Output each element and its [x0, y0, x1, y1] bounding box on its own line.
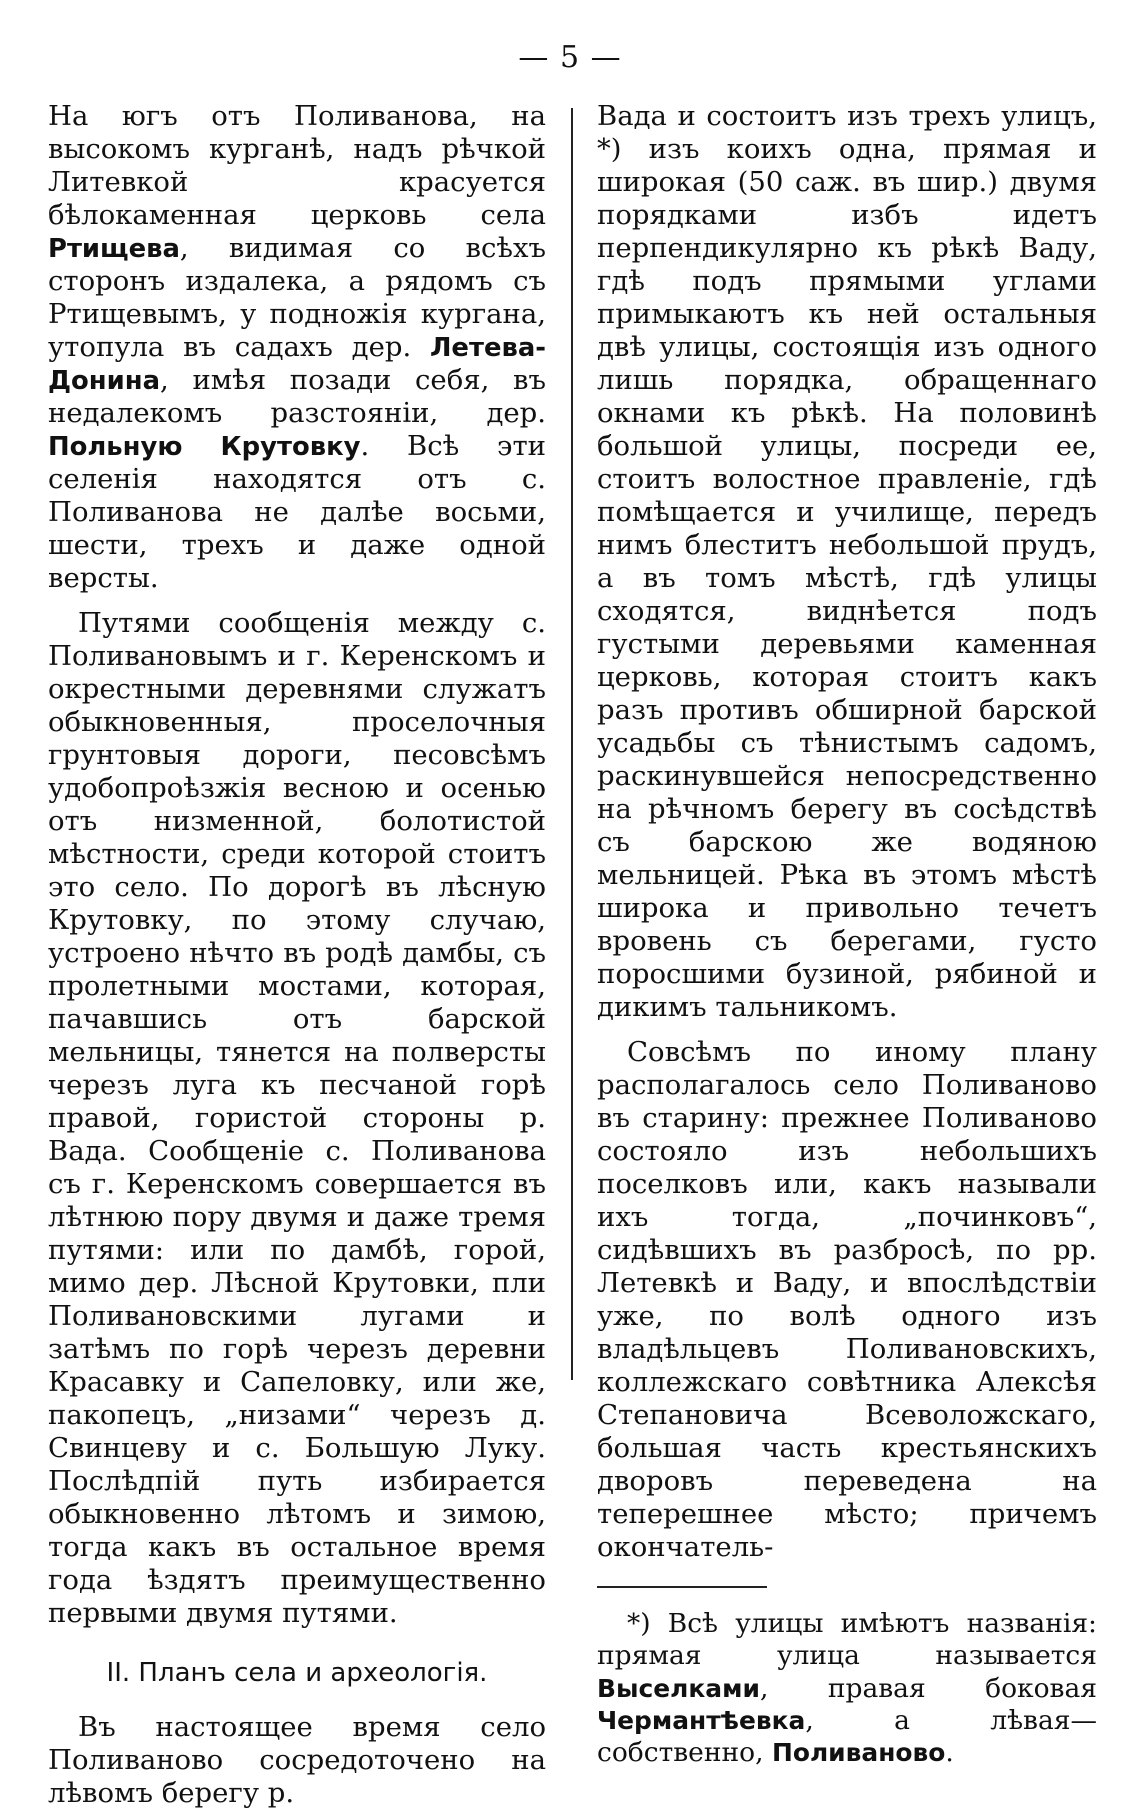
right-paragraph-2: Совсѣмъ по иному плану располагалось село Поливаново въ старину: прежнее Поливаново состояло изъ небольшихъ поселковъ или, какъ называли ихъ тогда, „починковъ“, сидѣвшихъ въ разбросѣ, по рр. Летевкѣ и Ваду, и впослѣдствіи уже, по волѣ одного изъ владѣльцевъ Поливановскихъ, коллежскаго совѣтника Алексѣя Степановича Всеволожскаго, большая часть крестьянскихъ дворовъ переведена на теперешнее мѣсто; причемъ окончатель- — [597, 1036, 1097, 1563]
footnote: *) Всѣ улицы имѣютъ названія: прямая улица называется Выселками, правая боковая Чермантѣевка, а лѣвая—собственно, Поливаново. — [597, 1608, 1097, 1769]
village-name-leteva-donina: Летева-Донина — [48, 333, 546, 396]
page-number: — 5 — — [518, 40, 622, 75]
left-paragraph-3: Въ настоящее время село Поливаново сосредоточено на лѣвомъ берегу р. — [48, 1711, 546, 1810]
left-column — [48, 100, 546, 1810]
left-paragraph-1: На югъ отъ Поливанова, на высокомъ курганѣ, надъ рѣчкой Литевкой красуется бѣлокаменная церковь села Ртищева, видимая со всѣхъ сторонъ издалека, а рядомъ съ Ртищевымъ, у подножія кургана, утопула въ садахъ дер. Летева-Донина, имѣя позади себя, въ недалекомъ разстояніи, дер. Польную Крутовку. Всѣ эти селенія находятся отъ с. Поливанова не далѣе восьми, шести, трехъ и даже одной версты. — [48, 100, 546, 594]
right-paragraph-1: Вада и состоитъ изъ трехъ улицъ, *) изъ коихъ одна, прямая и широкая (50 саж. въ шир.) двумя порядками избъ идетъ перпендикулярно къ рѣкѣ Ваду, гдѣ подъ прямыми углами примыкаютъ къ ней остальныя двѣ улицы, состоящія изъ одного лишь порядка, обращеннаго окнами къ рѣкѣ. На половинѣ большой улицы, посреди ее, стоитъ волостное правленіе, гдѣ помѣщается и училище, передъ нимъ блеститъ небольшой прудъ, а въ томъ мѣстѣ, гдѣ улицы сходятся, виднѣется подъ густыми деревьями каменная церковь, которая стоитъ какъ разъ противъ обширной барской усадьбы съ тѣнистымъ садомъ, раскинувшейся непосредственно на рѣчномъ берегу въ сосѣдствѣ съ барскою же водяною мельницей. Рѣка въ этомъ мѣстѣ широка и привольно течетъ вровень съ берегами, густо поросшими бузиной, рябиной и дикимъ тальникомъ. — [597, 100, 1097, 1023]
right-column — [597, 100, 1097, 1770]
street-name-chermanteevka: Чермантѣевка — [597, 1705, 806, 1735]
footnote-divider — [597, 1586, 767, 1588]
street-name-vyselki: Выселками — [597, 1673, 760, 1703]
left-paragraph-2: Путями сообщенія между с. Поливановымъ и г. Керенскомъ и окрестными деревнями служатъ обыкновенныя, проселочныя грунтовыя дороги, песовсѣмъ удобопроѣзжія весною и осенью отъ низменной, болотистой мѣстности, среди которой стоитъ это село. По дорогѣ въ лѣсную Крутовку, по этому случаю, устроено нѣчто въ родѣ дамбы, съ пролетными мостами, которая, пачавшись отъ барской мельницы, тянется на полверсты черезъ луга къ песчаной горѣ правой, гористой стороны р. Вада. Сообщеніе с. Поливанова съ г. Керенскомъ совершается въ лѣтнюю пору двумя и даже тремя путями: или по дамбѣ, горой, мимо дер. Лѣсной Крутовки, пли Поливановскими лугами и затѣмъ по горѣ черезъ деревни Красавку и Сапеловку, или же, пакопецъ, „низами“ черезъ д. Свинцеву и с. Большую Луку. Послѣдпій путь избирается обыкновенно лѣтомъ и зимою, тогда какъ въ остальное время года ѣздятъ преимущественно первыми двумя путями. — [48, 607, 546, 1629]
street-name-polivanovo: Поливаново — [771, 1738, 946, 1768]
village-name-rtishchevo: Ртищева — [48, 234, 180, 264]
column-divider — [571, 108, 573, 1380]
village-name-polnaya-krutovka: Польную Крутовку — [48, 432, 361, 462]
section-heading: II. Планъ села и археологія. — [106, 1658, 488, 1688]
